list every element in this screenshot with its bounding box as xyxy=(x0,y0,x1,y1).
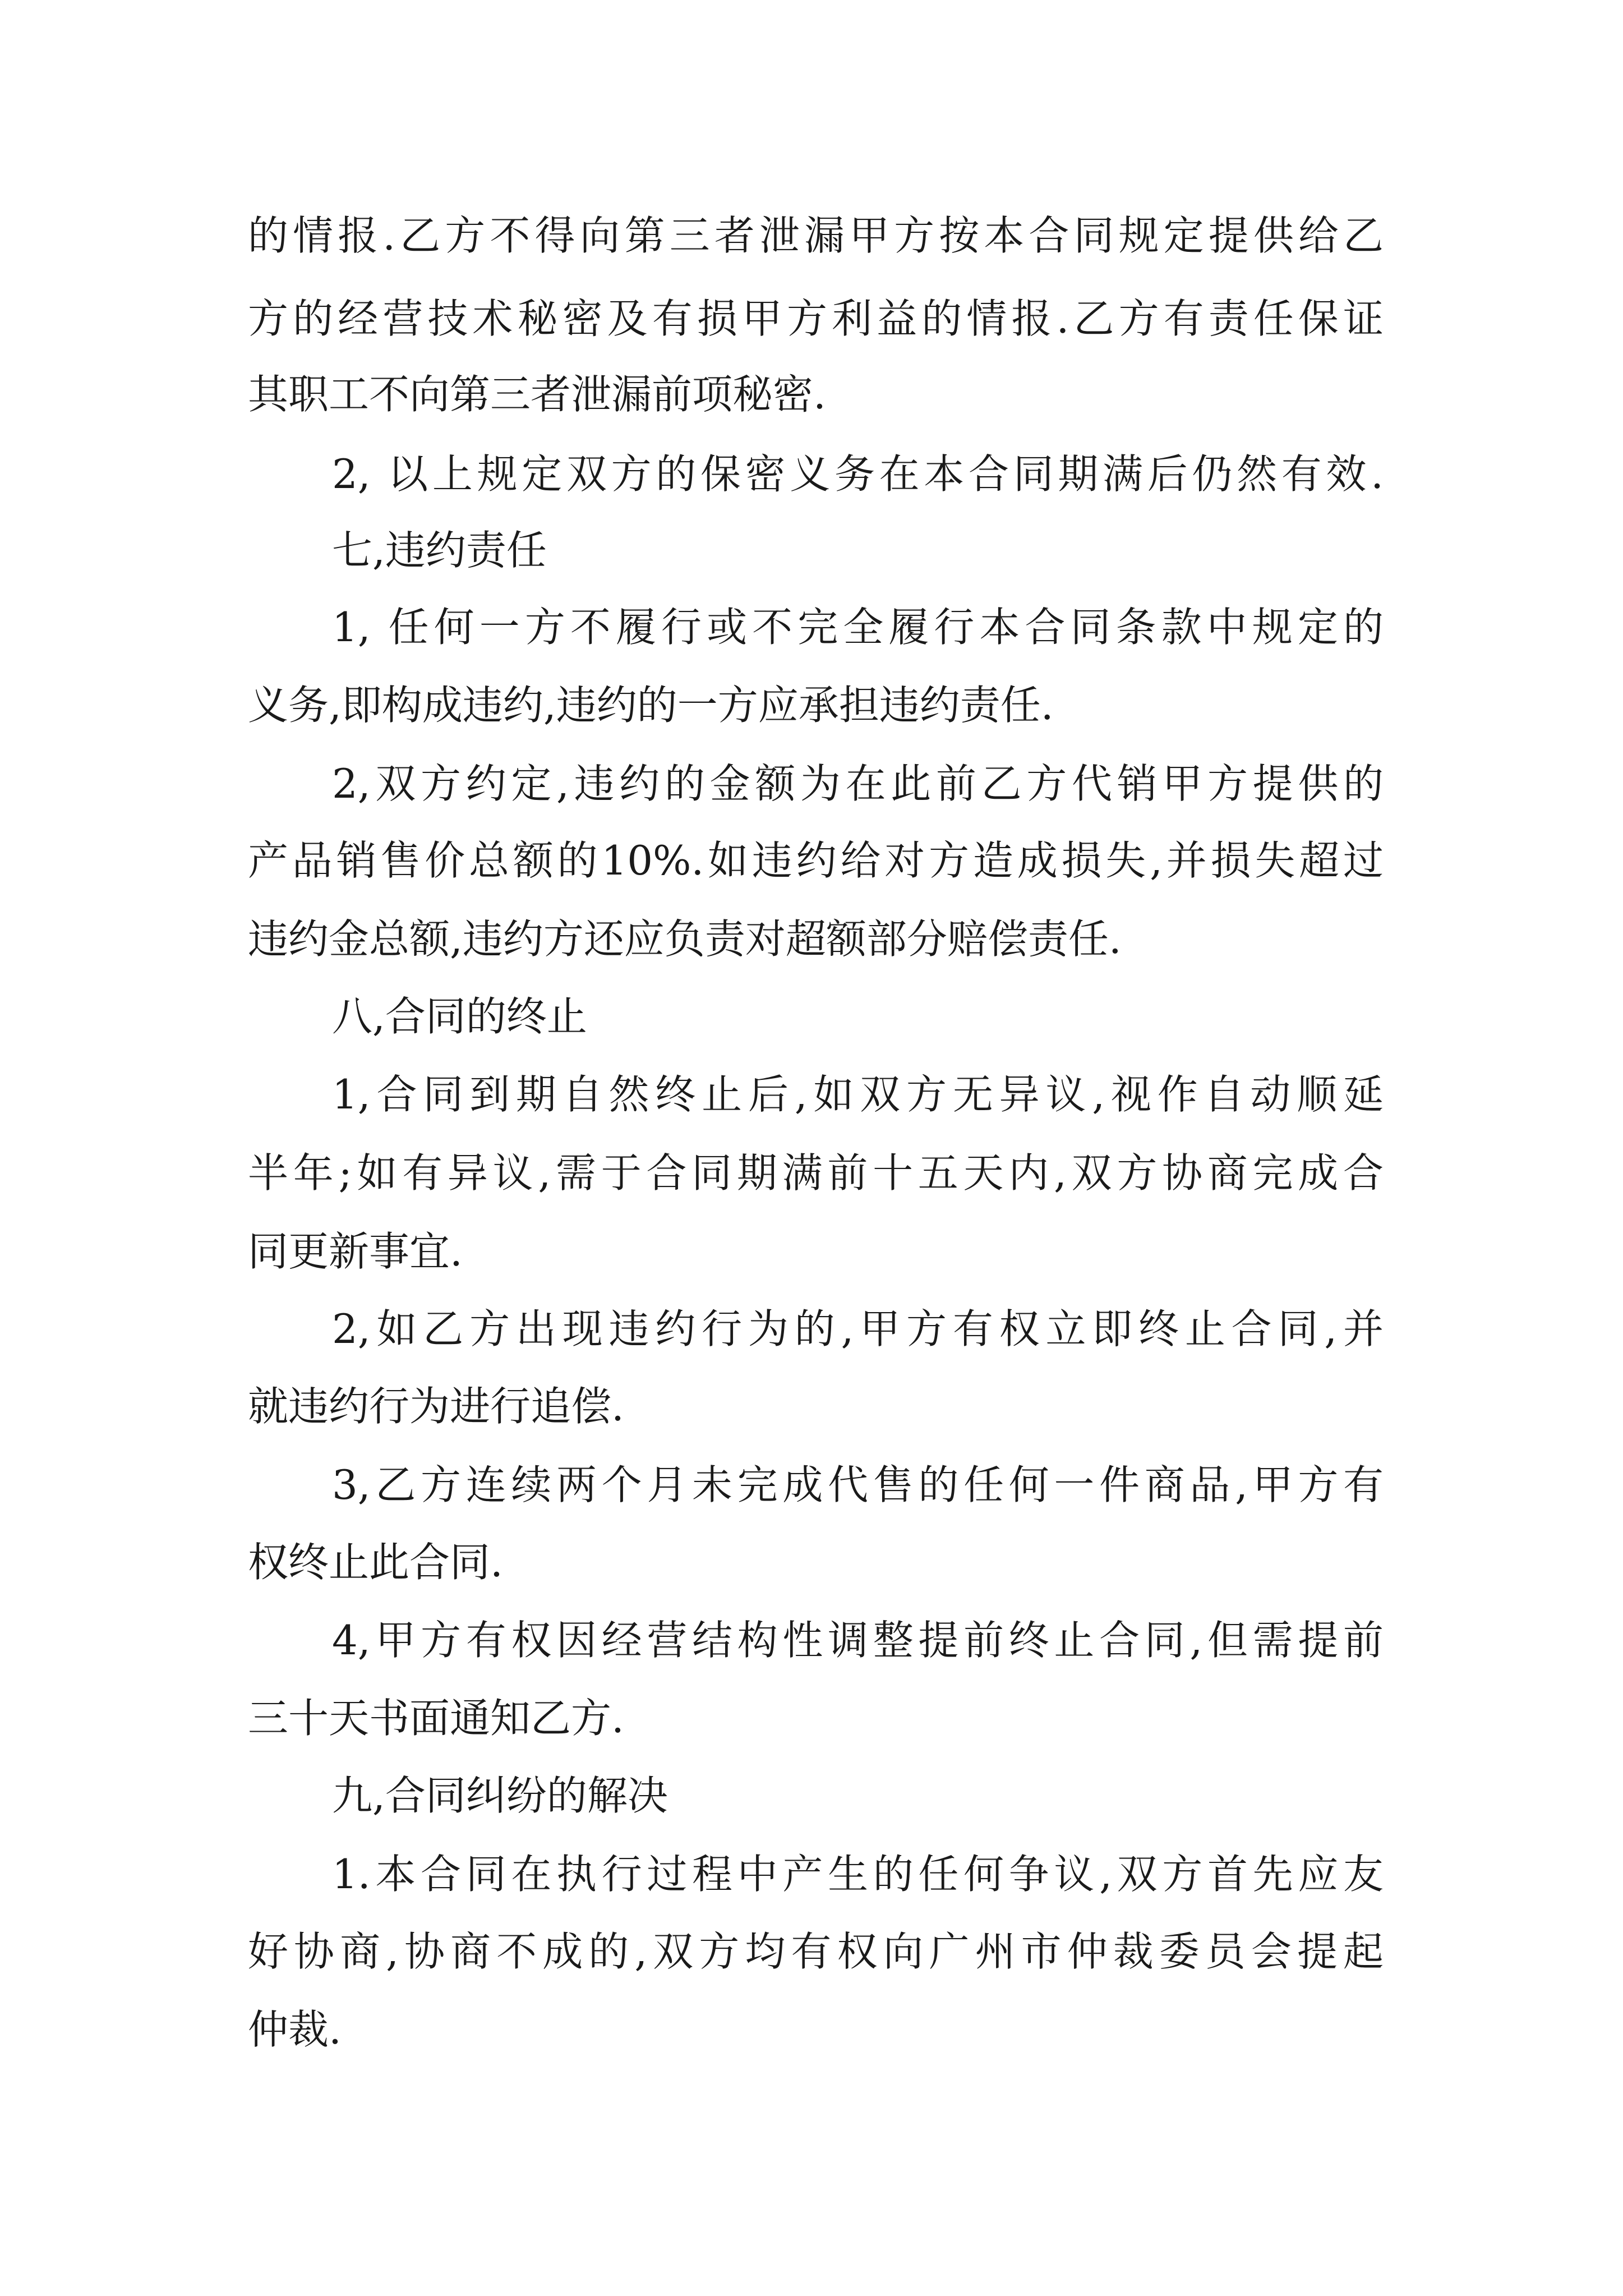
text-line: 2,双方约定,违约的金额为在此前乙方代销甲方提供的 xyxy=(332,760,1384,807)
text-line: 半年;如有异议,需于合同期满前十五天内,双方协商完成合 xyxy=(248,1149,1384,1197)
text-line: 违约金总额,违约方还应负责对超额部分赔偿责任. xyxy=(248,915,1122,963)
text-line: 1,合同到期自然终止后,如双方无异议,视作自动顺延 xyxy=(332,1071,1384,1118)
text-line: 好协商,协商不成的,双方均有权向广州市仲裁委员会提起 xyxy=(248,1928,1384,1975)
text-line: 方的经营技术秘密及有损甲方利益的情报.乙方有责任保证 xyxy=(248,295,1384,342)
text-line: 3,乙方连续两个月未完成代售的任何一件商品,甲方有 xyxy=(332,1461,1384,1508)
text-line: 2, 以上规定双方的保密义务在本合同期满后仍然有效. xyxy=(332,450,1384,498)
section-heading: 九,合同纠纷的解决 xyxy=(332,1772,668,1819)
text-line: 1.本合同在执行过程中产生的任何争议,双方首先应友 xyxy=(332,1851,1384,1898)
text-line: 其职工不向第三者泄漏前项秘密. xyxy=(248,371,826,418)
text-line: 权终止此合同. xyxy=(248,1539,503,1586)
text-line: 2,如乙方出现违约行为的,甲方有权立即终止合同,并 xyxy=(332,1305,1384,1352)
text-line: 4,甲方有权因经营结构性调整提前终止合同,但需提前 xyxy=(332,1617,1384,1664)
text-line: 同更新事宜. xyxy=(248,1228,463,1275)
text-line: 的情报.乙方不得向第三者泄漏甲方按本合同规定提供给乙 xyxy=(248,212,1384,259)
section-heading: 八,合同的终止 xyxy=(332,993,587,1040)
section-heading: 七,违约责任 xyxy=(332,527,547,574)
text-line: 产品销售价总额的10%.如违约给对方造成损失,并损失超过 xyxy=(248,837,1384,884)
text-line: 三十天书面通知乙方. xyxy=(248,1695,624,1742)
text-line: 仲裁. xyxy=(248,2006,342,2053)
text-line: 义务,即构成违约,违约的一方应承担违约责任. xyxy=(248,682,1054,729)
text-line: 1, 任何一方不履行或不完全履行本合同条款中规定的 xyxy=(332,604,1384,651)
text-line: 就违约行为进行追偿. xyxy=(248,1383,624,1430)
